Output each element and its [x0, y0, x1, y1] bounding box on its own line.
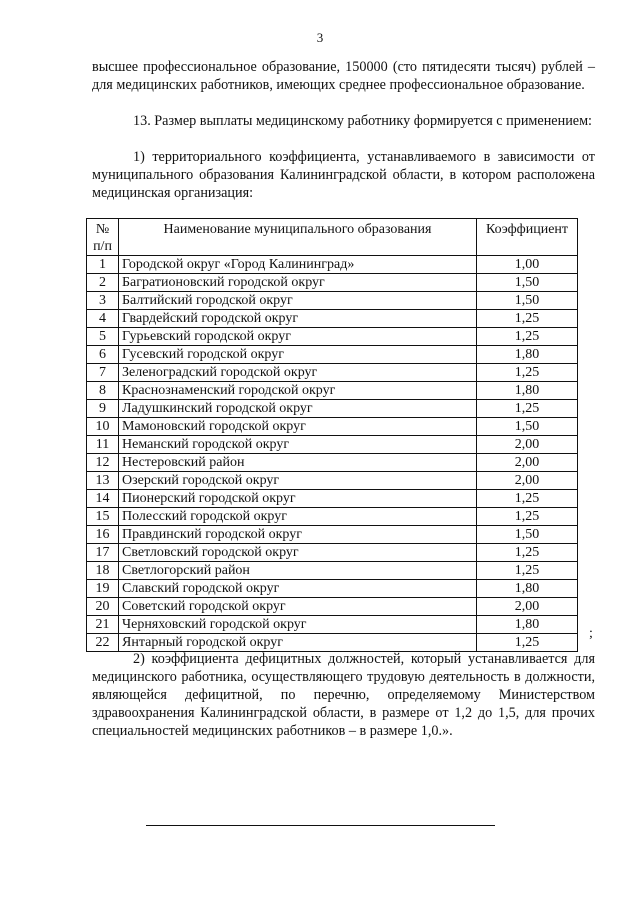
row-coefficient: 1,50: [477, 418, 578, 436]
paragraph-education-payment: высшее профессиональное образование, 150000 (сто пятидесяти тысяч) рублей – для медицинских работников, имеющих среднее профессиональное образование.: [92, 59, 595, 93]
row-number: 13: [87, 472, 119, 490]
row-number: 22: [87, 634, 119, 652]
row-municipality: Пионерский городской округ: [119, 490, 477, 508]
row-number: 8: [87, 382, 119, 400]
row-number: 3: [87, 292, 119, 310]
table-row: [87, 634, 578, 652]
row-municipality: Гусевский городской округ: [119, 346, 477, 364]
row-municipality: Янтарный городской округ: [119, 634, 477, 652]
table-row: [87, 400, 578, 418]
table-row: [87, 436, 578, 454]
table-row: [87, 544, 578, 562]
table-row: [87, 346, 578, 364]
paragraph-deficit-coefficient: 2) коэффициента дефицитных должностей, который устанавливается для медицинского работника, осуществляющего трудовую деятельность в должности, являющейся дефицитной, по перечню, определяемому Министерством здравоохранения Калининградской области, в размере от 1,2 до 1,5, для прочих специальностей медицинских работников – в размере 1,0.».: [92, 651, 595, 739]
row-municipality: Светловский городской округ: [119, 544, 477, 562]
row-municipality: Советский городской округ: [119, 598, 477, 616]
row-municipality: Нестеровский район: [119, 454, 477, 472]
table-row: [87, 292, 578, 310]
row-coefficient: 1,25: [477, 544, 578, 562]
row-number: 1: [87, 256, 119, 274]
table-row: [87, 598, 578, 616]
row-number: 12: [87, 454, 119, 472]
row-municipality: Мамоновский городской округ: [119, 418, 477, 436]
table-row: [87, 382, 578, 400]
row-municipality: Светлогорский район: [119, 562, 477, 580]
row-municipality: Балтийский городской округ: [119, 292, 477, 310]
row-coefficient: 1,25: [477, 634, 578, 652]
row-number: 10: [87, 418, 119, 436]
row-number: 11: [87, 436, 119, 454]
row-number: 21: [87, 616, 119, 634]
page-number: 3: [316, 30, 324, 45]
row-number: 19: [87, 580, 119, 598]
table-row: [87, 418, 578, 436]
row-municipality: Черняховский городской округ: [119, 616, 477, 634]
row-coefficient: 1,80: [477, 382, 578, 400]
row-municipality: Гвардейский городской округ: [119, 310, 477, 328]
row-coefficient: 1,25: [477, 310, 578, 328]
table-trailing-semicolon: ;: [589, 626, 593, 641]
row-coefficient: 2,00: [477, 436, 578, 454]
table-row: [87, 274, 578, 292]
paragraph-territorial-coefficient: 1) территориального коэффициента, устанавливаемого в зависимости от муниципального образования Калининградской области, в котором расположена медицинская организация:: [92, 149, 595, 201]
row-coefficient: 1,25: [477, 562, 578, 580]
table-row: [87, 580, 578, 598]
row-coefficient: 1,00: [477, 256, 578, 274]
row-number: 4: [87, 310, 119, 328]
row-number: 17: [87, 544, 119, 562]
row-coefficient: 2,00: [477, 472, 578, 490]
table-row: [87, 454, 578, 472]
table-row: [87, 256, 578, 274]
row-municipality: Славский городской округ: [119, 580, 477, 598]
row-municipality: Озерский городской округ: [119, 472, 477, 490]
row-coefficient: 1,50: [477, 274, 578, 292]
row-coefficient: 1,50: [477, 292, 578, 310]
row-number: 16: [87, 526, 119, 544]
row-municipality: Багратионовский городской округ: [119, 274, 477, 292]
table-row: [87, 562, 578, 580]
table-row: [87, 508, 578, 526]
row-number: 6: [87, 346, 119, 364]
row-coefficient: 1,50: [477, 526, 578, 544]
table-row: [87, 616, 578, 634]
header-municipality: Наименование муниципального образования: [119, 219, 477, 256]
table-row: [87, 364, 578, 382]
row-municipality: Городской округ «Город Калининград»: [119, 256, 477, 274]
row-coefficient: 1,80: [477, 346, 578, 364]
row-municipality: Зеленоградский городской округ: [119, 364, 477, 382]
row-coefficient: 1,25: [477, 400, 578, 418]
row-municipality: Ладушкинский городской округ: [119, 400, 477, 418]
row-number: 14: [87, 490, 119, 508]
table-row: [87, 310, 578, 328]
table-row: [87, 526, 578, 544]
row-coefficient: 1,80: [477, 580, 578, 598]
row-coefficient: 1,25: [477, 364, 578, 382]
table-row: [87, 328, 578, 346]
row-coefficient: 1,80: [477, 616, 578, 634]
closing-line: [146, 825, 495, 826]
header-coefficient: Коэффициент: [477, 219, 578, 256]
row-number: 7: [87, 364, 119, 382]
row-number: 20: [87, 598, 119, 616]
row-number: 9: [87, 400, 119, 418]
row-coefficient: 1,25: [477, 490, 578, 508]
row-coefficient: 1,25: [477, 328, 578, 346]
row-municipality: Краснознаменский городской округ: [119, 382, 477, 400]
row-coefficient: 1,25: [477, 508, 578, 526]
table-row: [87, 472, 578, 490]
row-coefficient: 2,00: [477, 598, 578, 616]
row-municipality: Неманский городской округ: [119, 436, 477, 454]
row-municipality: Гурьевский городской округ: [119, 328, 477, 346]
table-row: [87, 490, 578, 508]
row-coefficient: 2,00: [477, 454, 578, 472]
row-municipality: Правдинский городской округ: [119, 526, 477, 544]
row-municipality: Полесский городской округ: [119, 508, 477, 526]
row-number: 15: [87, 508, 119, 526]
table-header-row: [87, 219, 578, 256]
coefficients-table: [86, 218, 578, 652]
row-number: 5: [87, 328, 119, 346]
row-number: 2: [87, 274, 119, 292]
paragraph-item-13: 13. Размер выплаты медицинскому работнику формируется с применением:: [133, 113, 592, 129]
row-number: 18: [87, 562, 119, 580]
header-number: № п/п: [87, 219, 119, 256]
